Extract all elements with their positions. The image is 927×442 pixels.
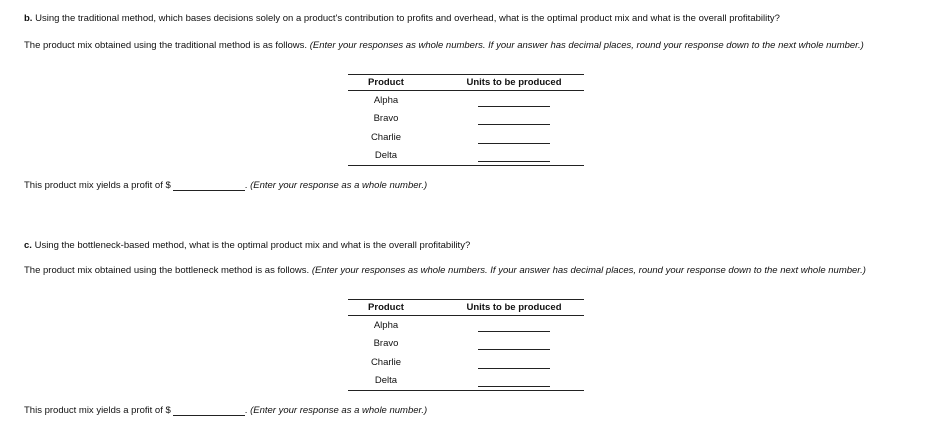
product-name: Delta [348,147,424,166]
part-b-intro [24,40,884,51]
units-input-delta[interactable] [478,374,550,387]
part-b-label: b. [24,13,33,24]
part-b-product-mix-table [348,74,584,166]
table-row [348,372,584,391]
units-input-alpha[interactable] [478,94,550,107]
product-name: Alpha [373,319,399,331]
table-row [348,147,584,166]
part-c-product-mix-table [348,299,584,391]
table-row [348,110,584,129]
part-b-question-text: Using the traditional method, which bases decisions solely on a product's contribution to profits and overhead, what is the optimal product mix and what is the overall profitability? [35,13,780,24]
product-column-header: Product [348,300,424,316]
table-row [348,353,584,372]
profit-input[interactable] [173,180,245,191]
part-b-profit-line [24,180,427,191]
units-input-alpha[interactable] [478,319,550,332]
part-b-intro-text: The product mix obtained using the traditional method is as follows. [24,40,308,51]
profit-instruction: (Enter your response as a whole number.) [250,405,428,416]
profit-input[interactable] [173,405,245,416]
table-row [348,335,584,354]
table-row [348,91,584,110]
units-column-header: Units to be produced [444,300,584,316]
units-input-delta[interactable] [478,149,550,162]
product-name: Alpha [373,94,399,106]
part-c-label: c. [24,240,32,251]
part-c-intro-text: The product mix obtained using the bottleneck method is as follows. [24,265,310,276]
part-c-question [24,240,470,251]
product-name: Charlie [370,356,402,368]
table-header-row [348,75,584,91]
part-c-question-text: Using the bottleneck-based method, what is the optimal product mix and what is the overall profitability? [34,240,471,251]
product-name: Delta [348,372,424,391]
part-c-intro-instruction: (Enter your responses as whole numbers. If your answer has decimal places, round your response down to the next whole number.) [311,265,866,276]
part-c-intro [24,265,884,276]
units-input-bravo[interactable] [478,337,550,350]
profit-prefix: This product mix yields a profit of $ [24,180,171,191]
units-input-charlie[interactable] [478,356,550,369]
product-name: Bravo [373,113,399,125]
profit-instruction: (Enter your response as a whole number.) [250,180,428,191]
profit-suffix: . [244,180,248,191]
table-row [348,316,584,335]
table-header-row [348,300,584,316]
part-b-intro-instruction: (Enter your responses as whole numbers. If your answer has decimal places, round your response down to the next whole number.) [309,40,864,51]
part-c-profit-line [24,405,427,416]
table-row [348,128,584,147]
product-name: Bravo [373,338,399,350]
product-column-header: Product [348,75,424,91]
product-name: Charlie [370,131,402,143]
profit-prefix: This product mix yields a profit of $ [24,405,171,416]
units-input-bravo[interactable] [478,112,550,125]
part-b-question [24,13,780,24]
units-column-header: Units to be produced [444,75,584,91]
units-input-charlie[interactable] [478,131,550,144]
profit-suffix: . [244,405,248,416]
